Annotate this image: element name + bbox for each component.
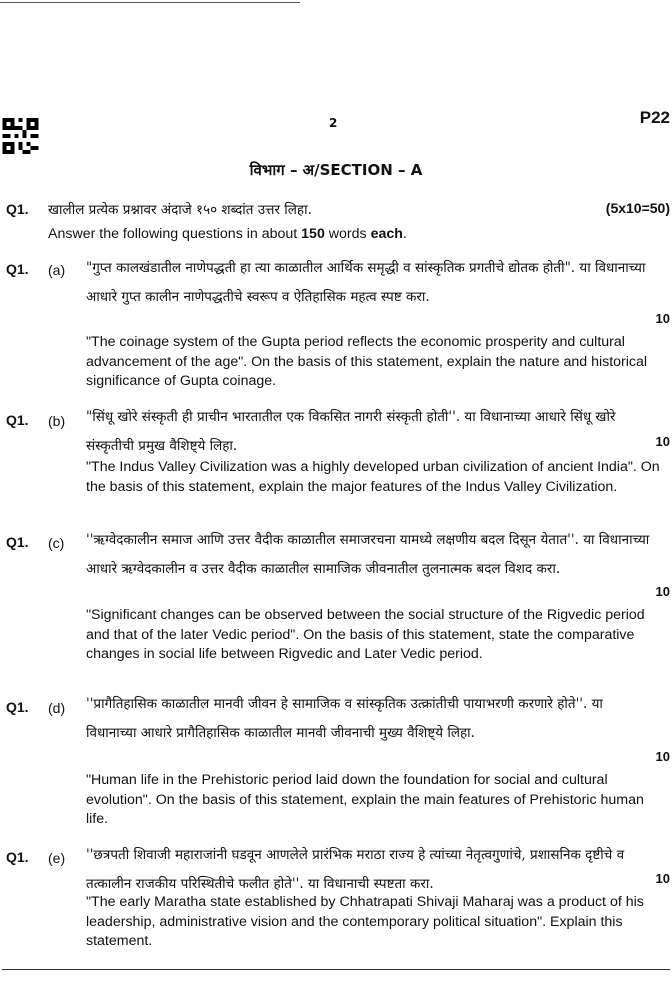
question-text-marathi: "गुप्त कालखंडातील नाणेपद्धती हा त्या काळातील आर्थिक समृद्धी व सांस्कृतिक प्रगतीचे द्योतक होती". या विधानाच्या आधारे गुप्त कालीन नाणेपद्धतीचे स्वरूप व ऐतिहासिक महत्व स्पष्ट करा.: [86, 260, 646, 305]
question-label: Q1.: [6, 412, 29, 428]
question-sub-label: (c): [48, 535, 65, 551]
question-text-english: "The coinage system of the Gupta period reflects the economic prosperity and cultural advancement of the age". On the basis of this statement, explain the nature and historical significance of Gupta coinage.: [86, 334, 648, 389]
question-label: Q1.: [6, 534, 29, 550]
question-label: Q1.: [6, 261, 29, 277]
question-text-english: "Human life in the Prehistoric period laid down the foundation for social and cultural evolution". On the basis of this statement, explain the main features of Prehistoric human life.: [86, 772, 644, 827]
question-text-marathi: "सिंधू खोरे संस्कृती ही प्राचीन भारतातील एक विकसित नागरी संस्कृती होती''. या विधानाच्या आधारे सिंधू खोरे संस्कृतीची प्रमुख वैशिष्ट्ये लिहा.: [86, 409, 616, 454]
bottom-rule: [2, 969, 670, 970]
question-sub-label: (d): [48, 700, 66, 716]
question-marks: 10: [655, 434, 670, 449]
question-text-english: "Significant changes can be observed between the social structure of the Rigvedic period and that of the later Vedic period". On the basis of this statement, state the comparative changes in social life between Rigvedic and Later Vedic period.: [86, 607, 645, 662]
question-marks: 10: [655, 311, 670, 326]
total-marks: (5x10=50): [605, 200, 670, 216]
instruction-marathi: खालील प्रत्येक प्रश्नावर अंदाजे १५० शब्दांत उत्तर लिहा.: [48, 202, 312, 218]
question-sub-label: (a): [48, 262, 66, 278]
instruction-english: Answer the following questions in about 150 words each.: [48, 226, 407, 242]
question-marks: 10: [655, 749, 670, 764]
question-marks: 10: [655, 584, 670, 599]
question-text-marathi: ''छत्रपती शिवाजी महाराजांनी घडवून आणलेले प्रारंभिक मराठा राज्य हे त्यांच्या नेतृत्वगुणांचे, प्रशासनिक दृष्टीचे व तत्कालीन राजकीय परिस्थितीचे फलीत होते''. या विधानाची स्पष्टता करा.: [86, 847, 625, 892]
section-title: विभाग – अ/SECTION – A: [249, 161, 423, 179]
top-rule: [0, 2, 300, 3]
question-sub-label: (b): [48, 413, 66, 429]
question-label: Q1.: [6, 699, 29, 715]
page-number: 2: [329, 116, 338, 130]
instruction-label: Q1.: [6, 201, 29, 217]
question-sub-label: (e): [48, 850, 66, 866]
question-text-english: "The early Maratha state established by Chhatrapati Shivaji Maharaj was a product of his leadership, administrative vision and the contemporary political situation". Explain this statement.: [86, 894, 644, 949]
paper-code: P22: [639, 108, 670, 127]
question-marks: 10: [655, 871, 670, 886]
question-text-english: "The Indus Valley Civilization was a highly developed urban civilization of ancient India". On the basis of this statement, explain the major features of the Indus Valley Civilization.: [86, 459, 660, 495]
question-text-marathi: ''प्रागैतिहासिक काळातील मानवी जीवन हे सामाजिक व सांस्कृतिक उत्क्रांतीची पायाभरणी करणारे होते''. या विधानाच्या आधारे प्रागैतिहासिक काळातील मानवी जीवनाची मुख्य वैशिष्ट्ये लिहा.: [86, 696, 603, 741]
question-text-marathi: ''ऋग्वेदकालीन समाज आणि उत्तर वैदीक काळातील समाजरचना यामध्ये लक्षणीय बदल दिसून येतात''. या विधानाच्या आधारे ऋग्वेदकालीन व उत्तर वैदीक काळातील सामाजिक जीवनातील तुलनात्मक बदल विशद करा.: [86, 532, 650, 577]
question-label: Q1.: [6, 849, 29, 865]
qr-code-image: [2, 118, 39, 154]
